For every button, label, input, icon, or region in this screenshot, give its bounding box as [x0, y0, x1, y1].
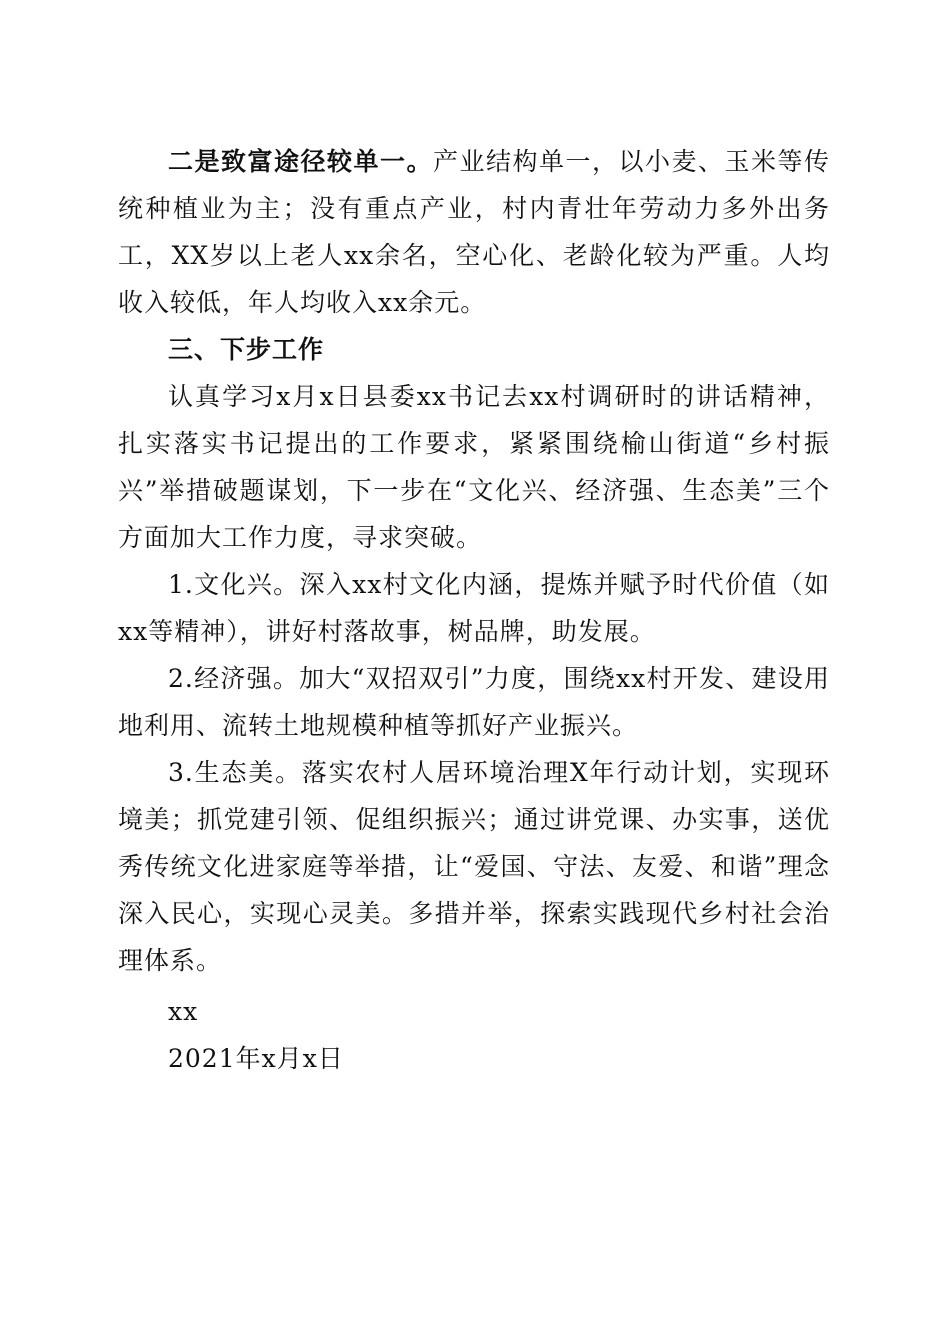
- paragraph-income-issue: [118, 138, 830, 326]
- list-item-culture: 1.文化兴。深入xx村文化内涵，提炼并赋予时代价值（如xx等精神），讲好村落故事，树品牌，助发展。: [118, 570, 830, 646]
- document-date: 2021年x月x日: [168, 1044, 344, 1073]
- section-heading-next-steps: 三、下步工作: [168, 335, 325, 364]
- signature: xx: [168, 997, 199, 1026]
- paragraph-next-steps-intro: 认真学习x月x日县委xx书记去xx村调研时的讲话精神，扎实落实书记提出的工作要求，紧紧围绕榆山街道“乡村振兴”举措破题谋划，下一步在“文化兴、经济强、生态美”三个方面加大工作力度，寻求突破。: [118, 382, 830, 552]
- paragraph-lead: 二是致富途径较单一。: [168, 147, 433, 176]
- paragraph-text: 产业结构单一，以小麦、玉米等传统种植业为主；没有重点产业，村内青壮年劳动力多外出务工，XX岁以上老人xx余名，空心化、老龄化较为严重。人均收入较低，年人均收入xx余元。: [118, 147, 830, 317]
- list-item-economy: 2.经济强。加大“双招双引”力度，围绕xx村开发、建设用地利用、流转土地规模种植等抓好产业振兴。: [118, 664, 830, 740]
- document-body: [118, 138, 830, 1082]
- list-item-ecology: 3.生态美。落实农村人居环境治理X年行动计划，实现环境美；抓党建引领、促组织振兴；通过讲党课、办实事，送优秀传统文化进家庭等举措，让“爱国、守法、友爱、和谐”理念深入民心，实现心灵美。多措并举，探索实践现代乡村社会治理体系。: [118, 758, 830, 975]
